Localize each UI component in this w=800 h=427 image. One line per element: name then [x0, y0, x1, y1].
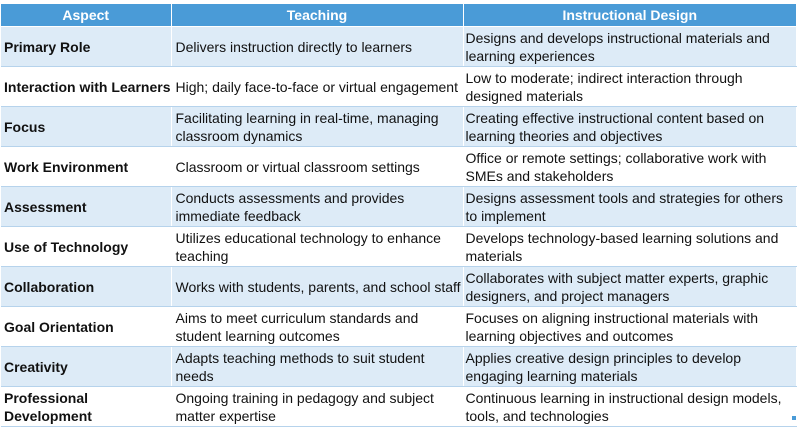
aspect-cell: Collaboration: [1, 267, 171, 307]
header-teaching: Teaching: [171, 4, 463, 27]
aspect-cell: Use of Technology: [1, 227, 171, 267]
design-cell: Continuous learning in instructional design models, tools, and technologies: [463, 387, 796, 427]
aspect-cell: Goal Orientation: [1, 307, 171, 347]
aspect-cell: Work Environment: [1, 147, 171, 187]
design-cell: Creating effective instructional content based on learning theories and objectives: [463, 107, 796, 147]
table-row: [1, 267, 796, 307]
aspect-cell: Professional Development: [1, 387, 171, 427]
teaching-cell: High; daily face-to-face or virtual engagement: [171, 67, 463, 107]
design-cell: Applies creative design principles to develop engaging learning materials: [463, 347, 796, 387]
teaching-cell: Ongoing training in pedagogy and subject matter expertise: [171, 387, 463, 427]
design-cell: Low to moderate; indirect interaction through designed materials: [463, 67, 796, 107]
teaching-cell: Aims to meet curriculum standards and student learning outcomes: [171, 307, 463, 347]
comparison-table-container: [1, 4, 796, 427]
table-row: [1, 187, 796, 227]
design-cell: Focuses on aligning instructional materials with learning objectives and outcomes: [463, 307, 796, 347]
design-cell: Designs assessment tools and strategies for others to implement: [463, 187, 796, 227]
teaching-cell: Works with students, parents, and school staff: [171, 267, 463, 307]
header-row: [1, 4, 796, 27]
teaching-cell: Utilizes educational technology to enhance teaching: [171, 227, 463, 267]
aspect-cell: Creativity: [1, 347, 171, 387]
table-row: [1, 227, 796, 267]
header-instructional-design: Instructional Design: [463, 4, 796, 27]
table-row: [1, 307, 796, 347]
teaching-cell: Classroom or virtual classroom settings: [171, 147, 463, 187]
table-row: [1, 387, 796, 427]
design-cell: Collaborates with subject matter experts, graphic designers, and project managers: [463, 267, 796, 307]
table-row: [1, 147, 796, 187]
aspect-cell: Assessment: [1, 187, 171, 227]
aspect-cell: Interaction with Learners: [1, 67, 171, 107]
table-row: [1, 67, 796, 107]
table-resize-handle[interactable]: [792, 416, 796, 420]
teaching-cell: Delivers instruction directly to learners: [171, 27, 463, 67]
table-row: [1, 107, 796, 147]
aspect-cell: Primary Role: [1, 27, 171, 67]
aspect-cell: Focus: [1, 107, 171, 147]
design-cell: Designs and develops instructional materials and learning experiences: [463, 27, 796, 67]
table-row: [1, 27, 796, 67]
design-cell: Develops technology-based learning solutions and materials: [463, 227, 796, 267]
table-row: [1, 347, 796, 387]
design-cell: Office or remote settings; collaborative work with SMEs and stakeholders: [463, 147, 796, 187]
teaching-cell: Conducts assessments and provides immediate feedback: [171, 187, 463, 227]
comparison-table: [1, 4, 797, 427]
teaching-cell: Adapts teaching methods to suit student needs: [171, 347, 463, 387]
header-aspect: Aspect: [1, 4, 171, 27]
teaching-cell: Facilitating learning in real-time, managing classroom dynamics: [171, 107, 463, 147]
